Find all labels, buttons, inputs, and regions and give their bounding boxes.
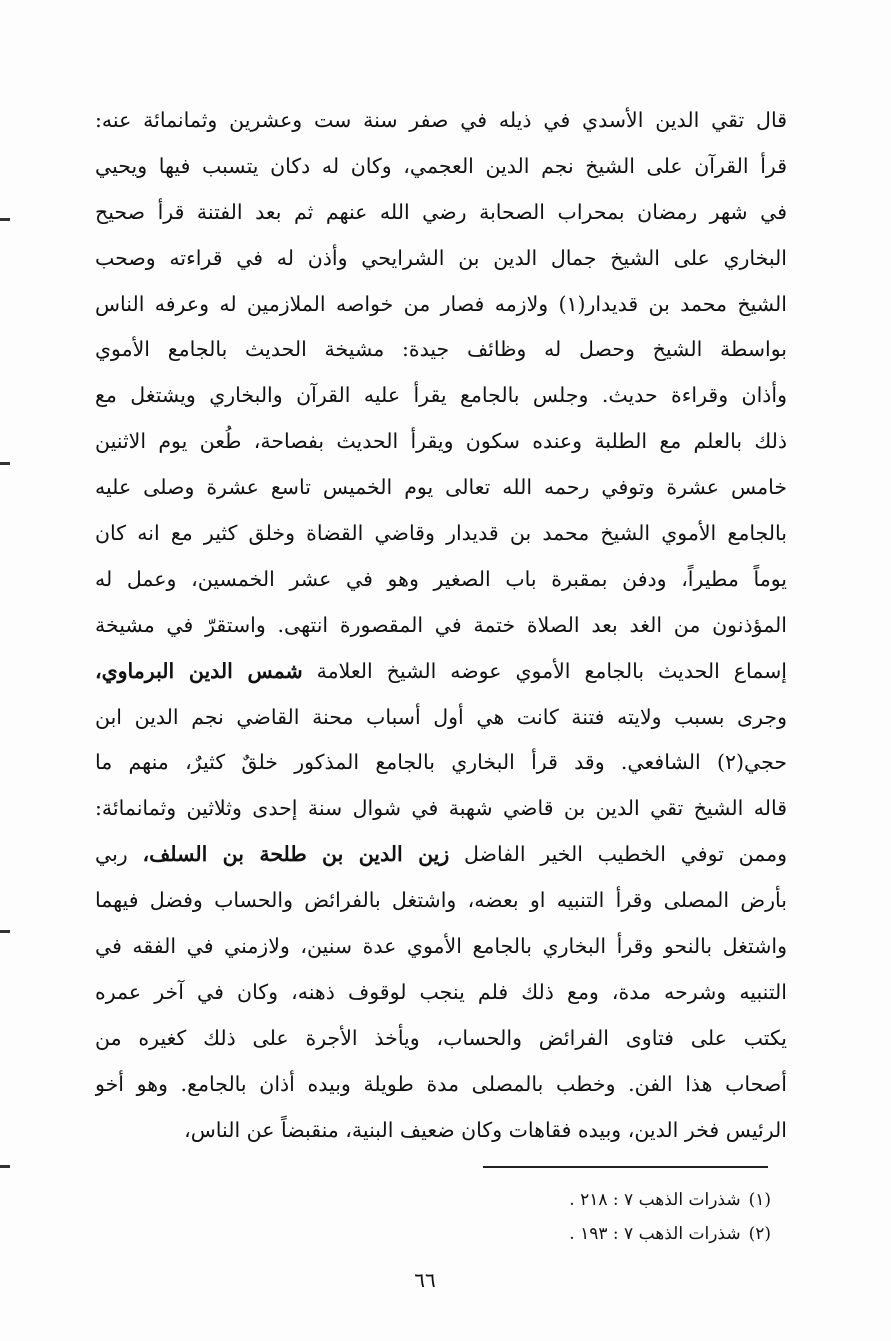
text-line: بأرض المصلى وقرأ التنبيه او بعضه، واشتغل بالفرائض والحساب وفضل فيهما — [95, 888, 787, 913]
footnote-mark: (٢) — [748, 1224, 771, 1244]
text-line: بواسطة الشيخ وحصل له وظائف جيدة: مشيخة الحديث بالجامع الأموي — [95, 337, 787, 362]
footnote — [271, 1217, 771, 1251]
text-line: التنبيه وشرحه مدة، ومع ذلك فلم ينجب لوقوف ذهنه، وكان في آخر عمره — [95, 979, 787, 1004]
text-line-with-name — [95, 649, 787, 695]
scan-edge-mark — [0, 218, 10, 221]
text-line: المؤذنون من الغد بعد الصلاة ختمة في المقصورة انتهى. واستقرّ في مشيخة — [95, 612, 787, 637]
text-line: قرأ القرآن على الشيخ نجم الدين العجمي، وكان له دكان يتسبب فيها ويحيي — [95, 153, 787, 178]
text-line: أصحاب هذا الفن. وخطب بالمصلى مدة طويلة وبيده أذان بالجامع. وهو أخو — [95, 1071, 787, 1096]
footnote — [271, 1183, 771, 1217]
bold-name: زين الدين بن طلحة بن السلف، — [142, 842, 450, 867]
text-line: قال تقي الدين الأسدي في ذيله في صفر سنة ست وعشرين وثمانمائة عنه: — [95, 108, 787, 132]
footnote-text: شذرات الذهب ٧ : ٢١٨ . — [569, 1190, 741, 1210]
text-segment: وممن توفي الخطيب الخير الفاضل — [464, 842, 787, 867]
text-line-with-name — [95, 832, 787, 878]
text-line: حجي(٢) الشافعي. وقد قرأ البخاري بالجامع المذكور خلقٌ كثيرٌ، منهم ما — [95, 750, 787, 775]
text-segment: إسماع الحديث بالجامع الأموي عوضه الشيخ العلامة — [316, 658, 787, 683]
text-line: البخاري على الشيخ جمال الدين بن الشرايحي وأذن له في قراءته وصحب — [95, 245, 787, 270]
scan-edge-mark — [0, 462, 10, 465]
main-text — [95, 98, 787, 1153]
page-number: ٦٦ — [414, 1268, 436, 1292]
text-line: قاله الشيخ تقي الدين بن قاضي شهبة في شوال سنة إحدى وثلاثين وثمانمائة: — [95, 796, 787, 821]
footnote-mark: (١) — [748, 1190, 771, 1210]
scan-edge-mark — [0, 930, 10, 933]
text-line: يوماً مطيراً، ودفن بمقبرة باب الصغير وهو في عشر الخمسين، وعمل له — [95, 566, 787, 591]
text-line: خامس عشرة وتوفي رحمه الله تعالى يوم الخميس تاسع عشرة وصلى عليه — [95, 475, 787, 500]
text-line: بالجامع الأموي الشيخ محمد بن قديدار وقاضي القضاة وخلق كثير مع انه كان — [95, 521, 787, 546]
text-line: الرئيس فخر الدين، وبيده فقاهات وكان ضعيف البنية، منقبضاً عن الناس، — [184, 1117, 787, 1142]
text-segment: ربي — [95, 842, 128, 867]
text-line: في شهر رمضان بمحراب الصحابة رضي الله عنهم ثم بعد الفتنة قرأ صحيح — [95, 199, 787, 224]
footnote-divider — [483, 1166, 768, 1168]
bold-name: شمس الدين البرماوي، — [95, 658, 303, 683]
footnotes — [271, 1183, 771, 1251]
text-line: الشيخ محمد بن قديدار(١) ولازمه فصار من خواصه الملازمين له وعرفه الناس — [95, 291, 787, 316]
text-line: ذلك بالعلم مع الطلبة وعنده سكون ويقرأ الحديث بفصاحة، طُعن يوم الاثنين — [95, 429, 787, 454]
text-line: واشتغل بالنحو وقرأ البخاري بالجامع الأموي عدة سنين، ولازمني في الفقه في — [95, 934, 787, 959]
scan-edge-mark — [0, 1165, 10, 1168]
text-line: يكتب على فتاوى الفرائض والحساب، ويأخذ الأجرة على ذلك كغيره من — [95, 1025, 787, 1050]
text-line: وجرى بسبب ولايته فتنة كانت هي أول أسباب محنة القاضي نجم الدين ابن — [95, 704, 787, 729]
text-line: وأذان وقراءة حديث. وجلس بالجامع يقرأ عليه القرآن والبخاري ويشتغل مع — [95, 383, 787, 408]
footnote-text: شذرات الذهب ٧ : ١٩٣ . — [569, 1224, 741, 1244]
